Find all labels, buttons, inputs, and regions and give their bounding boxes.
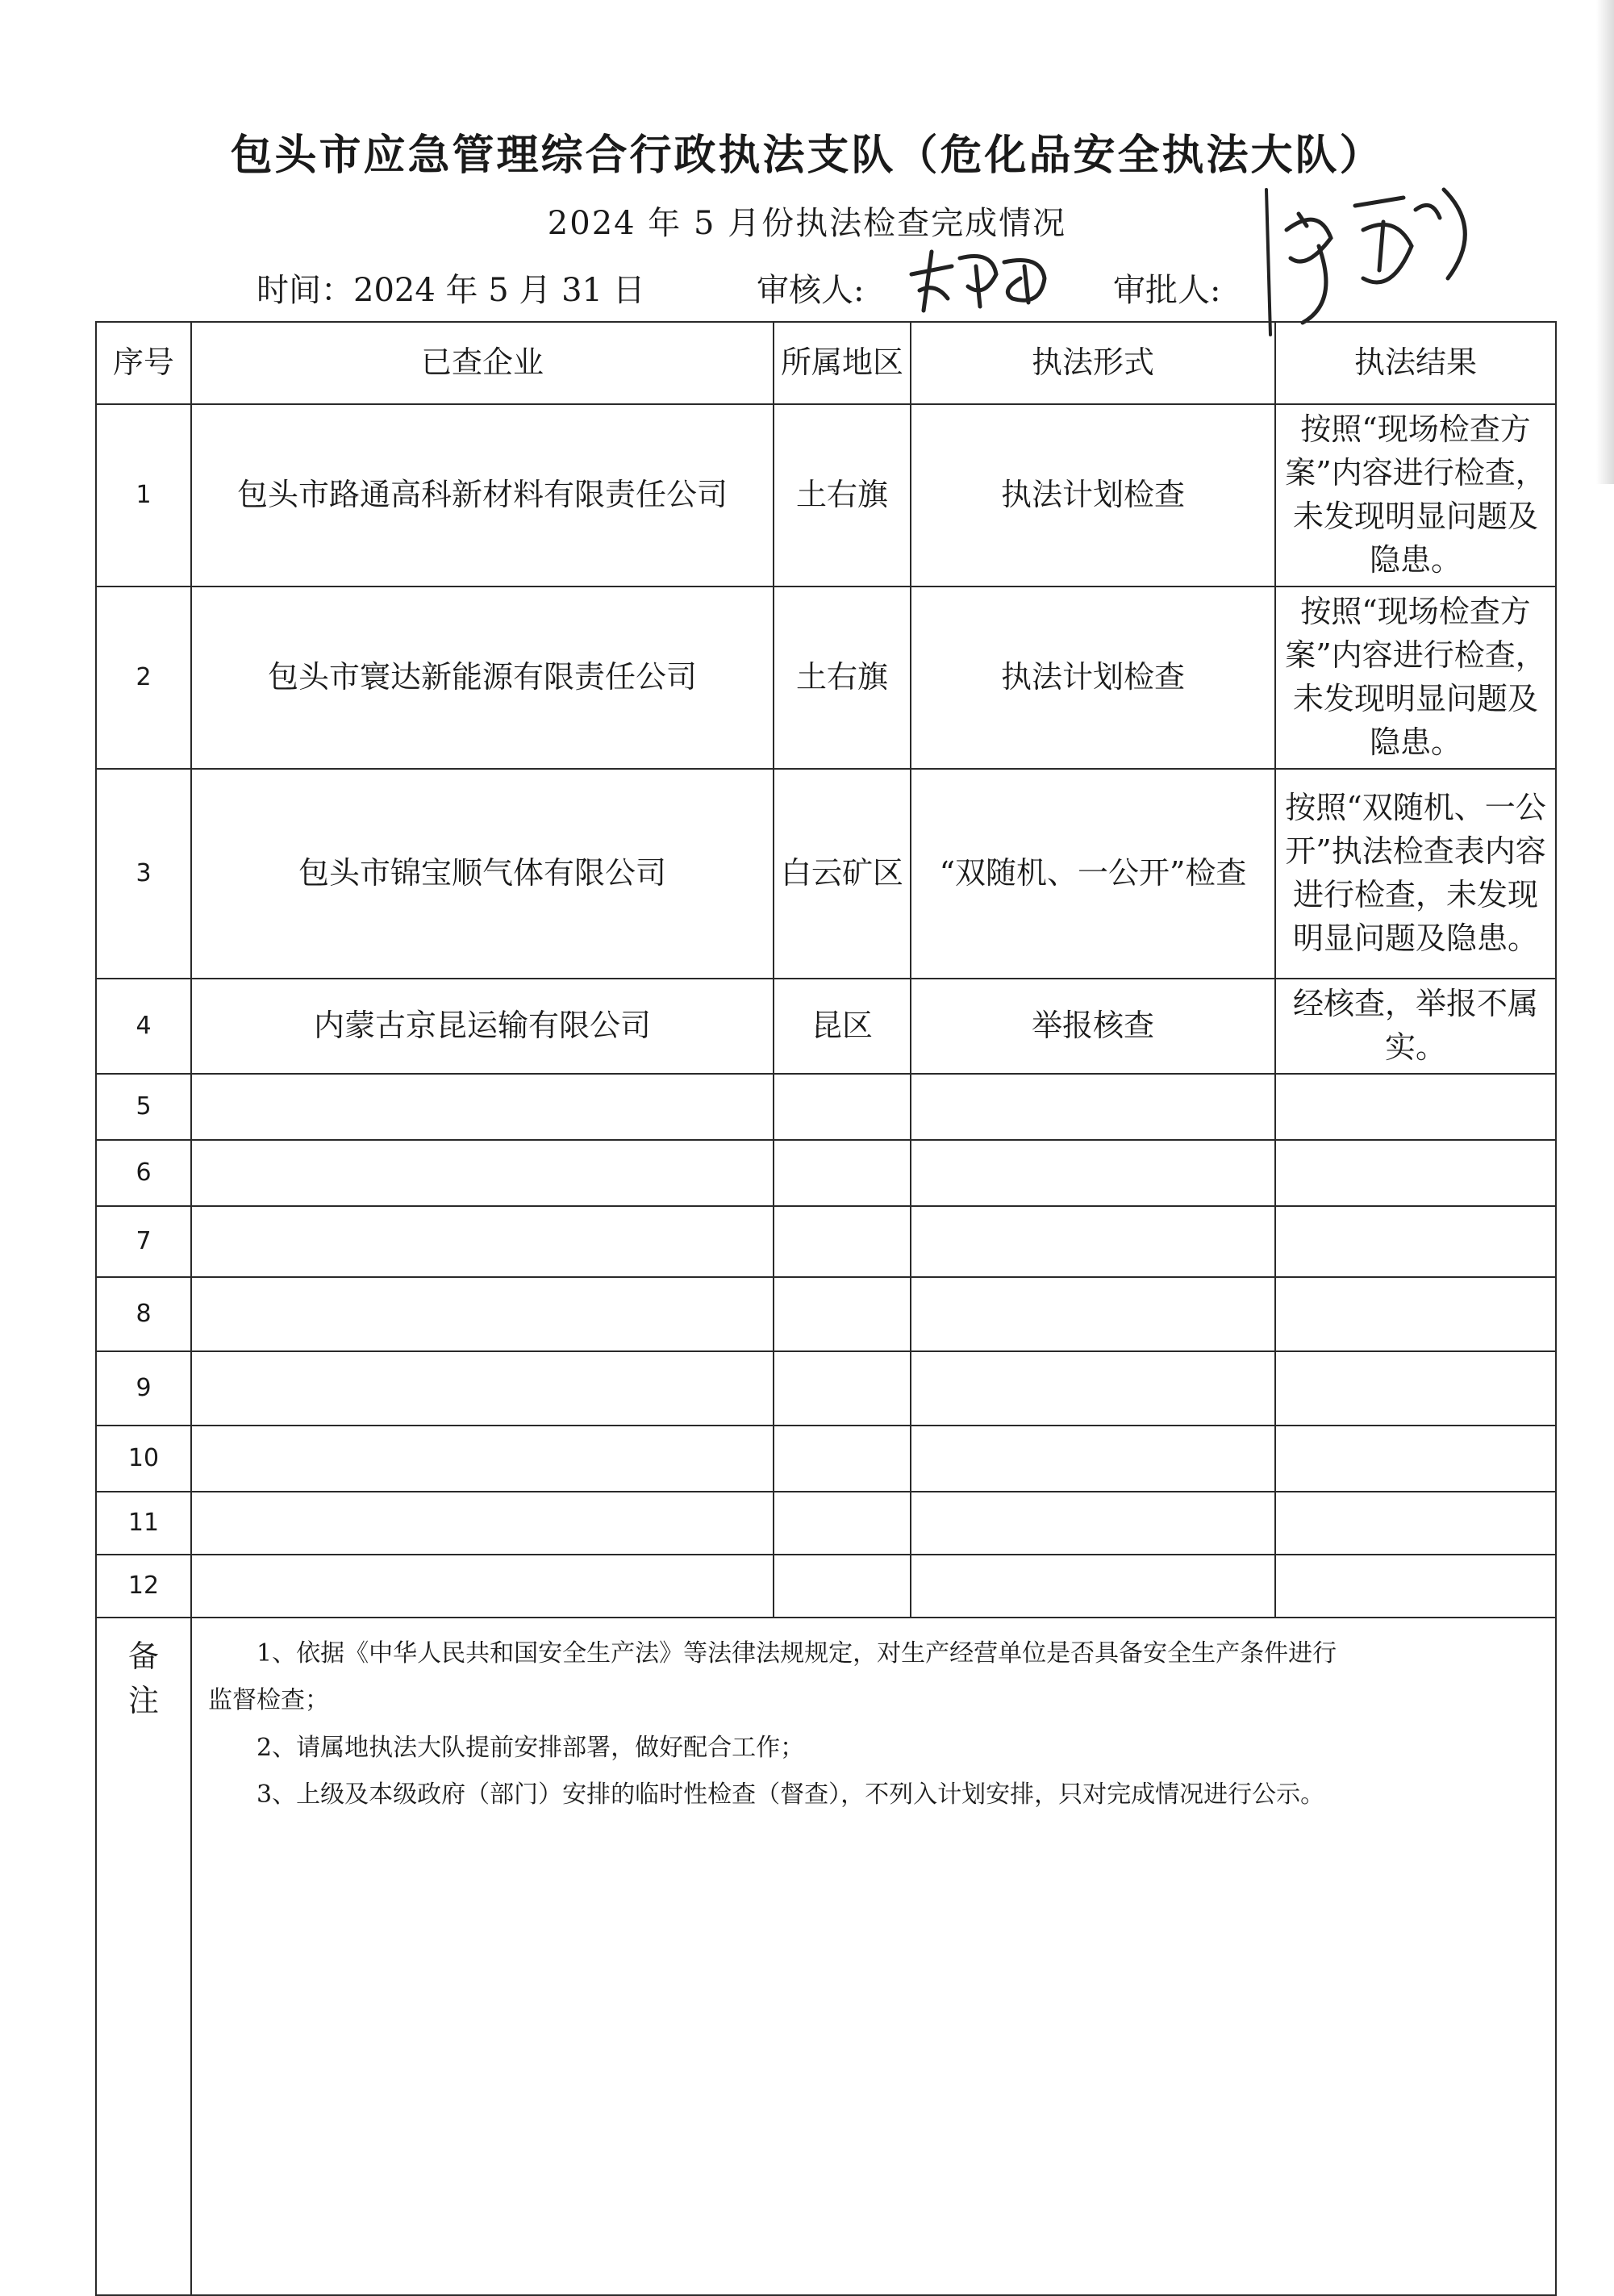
- row-result: [1275, 1206, 1556, 1277]
- note-item-1: 1、依据《中华人民共和国安全生产法》等法律法规规定，对生产经营单位是否具备安全生产条件进行: [256, 1639, 1337, 1668]
- table-row: [96, 1206, 1556, 1277]
- row-result: 按照“现场检查方案”内容进行检查，未发现明显问题及隐患。: [1275, 404, 1556, 587]
- row-form: 执法计划检查: [911, 587, 1275, 769]
- table-row: [96, 1426, 1556, 1492]
- row-district: 土右旗: [774, 587, 911, 769]
- row-district: [774, 1426, 911, 1492]
- row-index: 5: [96, 1074, 191, 1140]
- header-form: 执法形式: [911, 322, 1275, 404]
- header-result: 执法结果: [1275, 322, 1556, 404]
- row-form: [911, 1206, 1275, 1277]
- row-form: [911, 1140, 1275, 1206]
- row-district: [774, 1351, 911, 1426]
- page-title: 包头市应急管理综合行政执法支队（危化品安全执法大队）: [230, 131, 1384, 180]
- row-result: [1275, 1074, 1556, 1140]
- table-row: [96, 979, 1556, 1074]
- row-district: [774, 1277, 911, 1351]
- approver-label: 审批人:: [1113, 272, 1221, 309]
- row-form: “双随机、一公开”检查: [911, 769, 1275, 979]
- note-item-3: 3、上级及本级政府（部门）安排的临时性检查（督查），不列入计划安排，只对完成情况进行公示。: [256, 1780, 1325, 1810]
- row-index: 6: [96, 1140, 191, 1206]
- row-district: [774, 1555, 911, 1618]
- page-subtitle: 2024 年 5 月份执法检查完成情况: [547, 205, 1067, 242]
- row-result: [1275, 1277, 1556, 1351]
- table-row: [96, 1492, 1556, 1555]
- row-district: [774, 1074, 911, 1140]
- row-index: 10: [96, 1426, 191, 1492]
- row-index: 8: [96, 1277, 191, 1351]
- row-result: 经核查，举报不属实。: [1275, 979, 1556, 1074]
- row-index: 3: [96, 769, 191, 979]
- row-result: [1275, 1140, 1556, 1206]
- row-index: 4: [96, 979, 191, 1074]
- notes-label-bottom: 注: [127, 1682, 159, 1718]
- row-company: [191, 1277, 774, 1351]
- row-form: [911, 1351, 1275, 1426]
- row-form: [911, 1492, 1275, 1555]
- note-item-2: 2、请属地执法大队提前安排部署，做好配合工作；: [256, 1733, 805, 1762]
- table-row: [96, 1140, 1556, 1206]
- table-row: [96, 769, 1556, 979]
- row-index: 1: [96, 404, 191, 587]
- row-result: [1275, 1555, 1556, 1618]
- row-district: [774, 1140, 911, 1206]
- report-date: 时间：2024 年 5 月 31 日: [256, 272, 645, 309]
- row-company: [191, 1555, 774, 1618]
- row-company: 包头市寰达新能源有限责任公司: [191, 587, 774, 769]
- row-district: [774, 1206, 911, 1277]
- header-district: 所属地区: [774, 322, 911, 404]
- table-row: [96, 1351, 1556, 1426]
- row-index: 2: [96, 587, 191, 769]
- row-index: 11: [96, 1492, 191, 1555]
- row-company: [191, 1074, 774, 1140]
- row-form: [911, 1074, 1275, 1140]
- row-company: 包头市路通高科新材料有限责任公司: [191, 404, 774, 587]
- row-form: [911, 1277, 1275, 1351]
- header-index: 序号: [96, 322, 191, 404]
- row-form: 执法计划检查: [911, 404, 1275, 587]
- row-district: 白云矿区: [774, 769, 911, 979]
- row-result: [1275, 1492, 1556, 1555]
- table-row: [96, 587, 1556, 769]
- approver-signature: [1242, 182, 1492, 343]
- row-company: [191, 1206, 774, 1277]
- note-item-1-cont: 监督检查；: [208, 1686, 329, 1715]
- row-district: 昆区: [774, 979, 911, 1074]
- inspection-table: [95, 321, 1557, 2296]
- row-form: [911, 1555, 1275, 1618]
- row-result: [1275, 1351, 1556, 1426]
- notes-row: [96, 1618, 1556, 2295]
- row-company: 内蒙古京昆运输有限公司: [191, 979, 774, 1074]
- row-form: [911, 1426, 1275, 1492]
- header-company: 已查企业: [191, 322, 774, 404]
- table-header-row: [96, 322, 1556, 404]
- reviewer-label: 审核人:: [757, 272, 865, 309]
- notes-body: [191, 1618, 1556, 2295]
- row-result: 按照“双随机、一公开”执法检查表内容进行检查，未发现明显问题及隐患。: [1275, 769, 1556, 979]
- row-company: [191, 1140, 774, 1206]
- row-district: [774, 1492, 911, 1555]
- row-result: [1275, 1426, 1556, 1492]
- row-company: [191, 1351, 774, 1426]
- row-company: 包头市锦宝顺气体有限公司: [191, 769, 774, 979]
- row-result: 按照“现场检查方案”内容进行检查，未发现明显问题及隐患。: [1275, 587, 1556, 769]
- table-row: [96, 1277, 1556, 1351]
- table-row: [96, 404, 1556, 587]
- row-company: [191, 1492, 774, 1555]
- row-company: [191, 1426, 774, 1492]
- reviewer-signature: [903, 242, 1073, 319]
- row-index: 7: [96, 1206, 191, 1277]
- row-form: 举报核查: [911, 979, 1275, 1074]
- row-district: 土右旗: [774, 404, 911, 587]
- table-row: [96, 1555, 1556, 1618]
- row-index: 9: [96, 1351, 191, 1426]
- notes-label: [96, 1618, 191, 2295]
- row-index: 12: [96, 1555, 191, 1618]
- notes-label-top: 备: [127, 1638, 159, 1674]
- table-row: [96, 1074, 1556, 1140]
